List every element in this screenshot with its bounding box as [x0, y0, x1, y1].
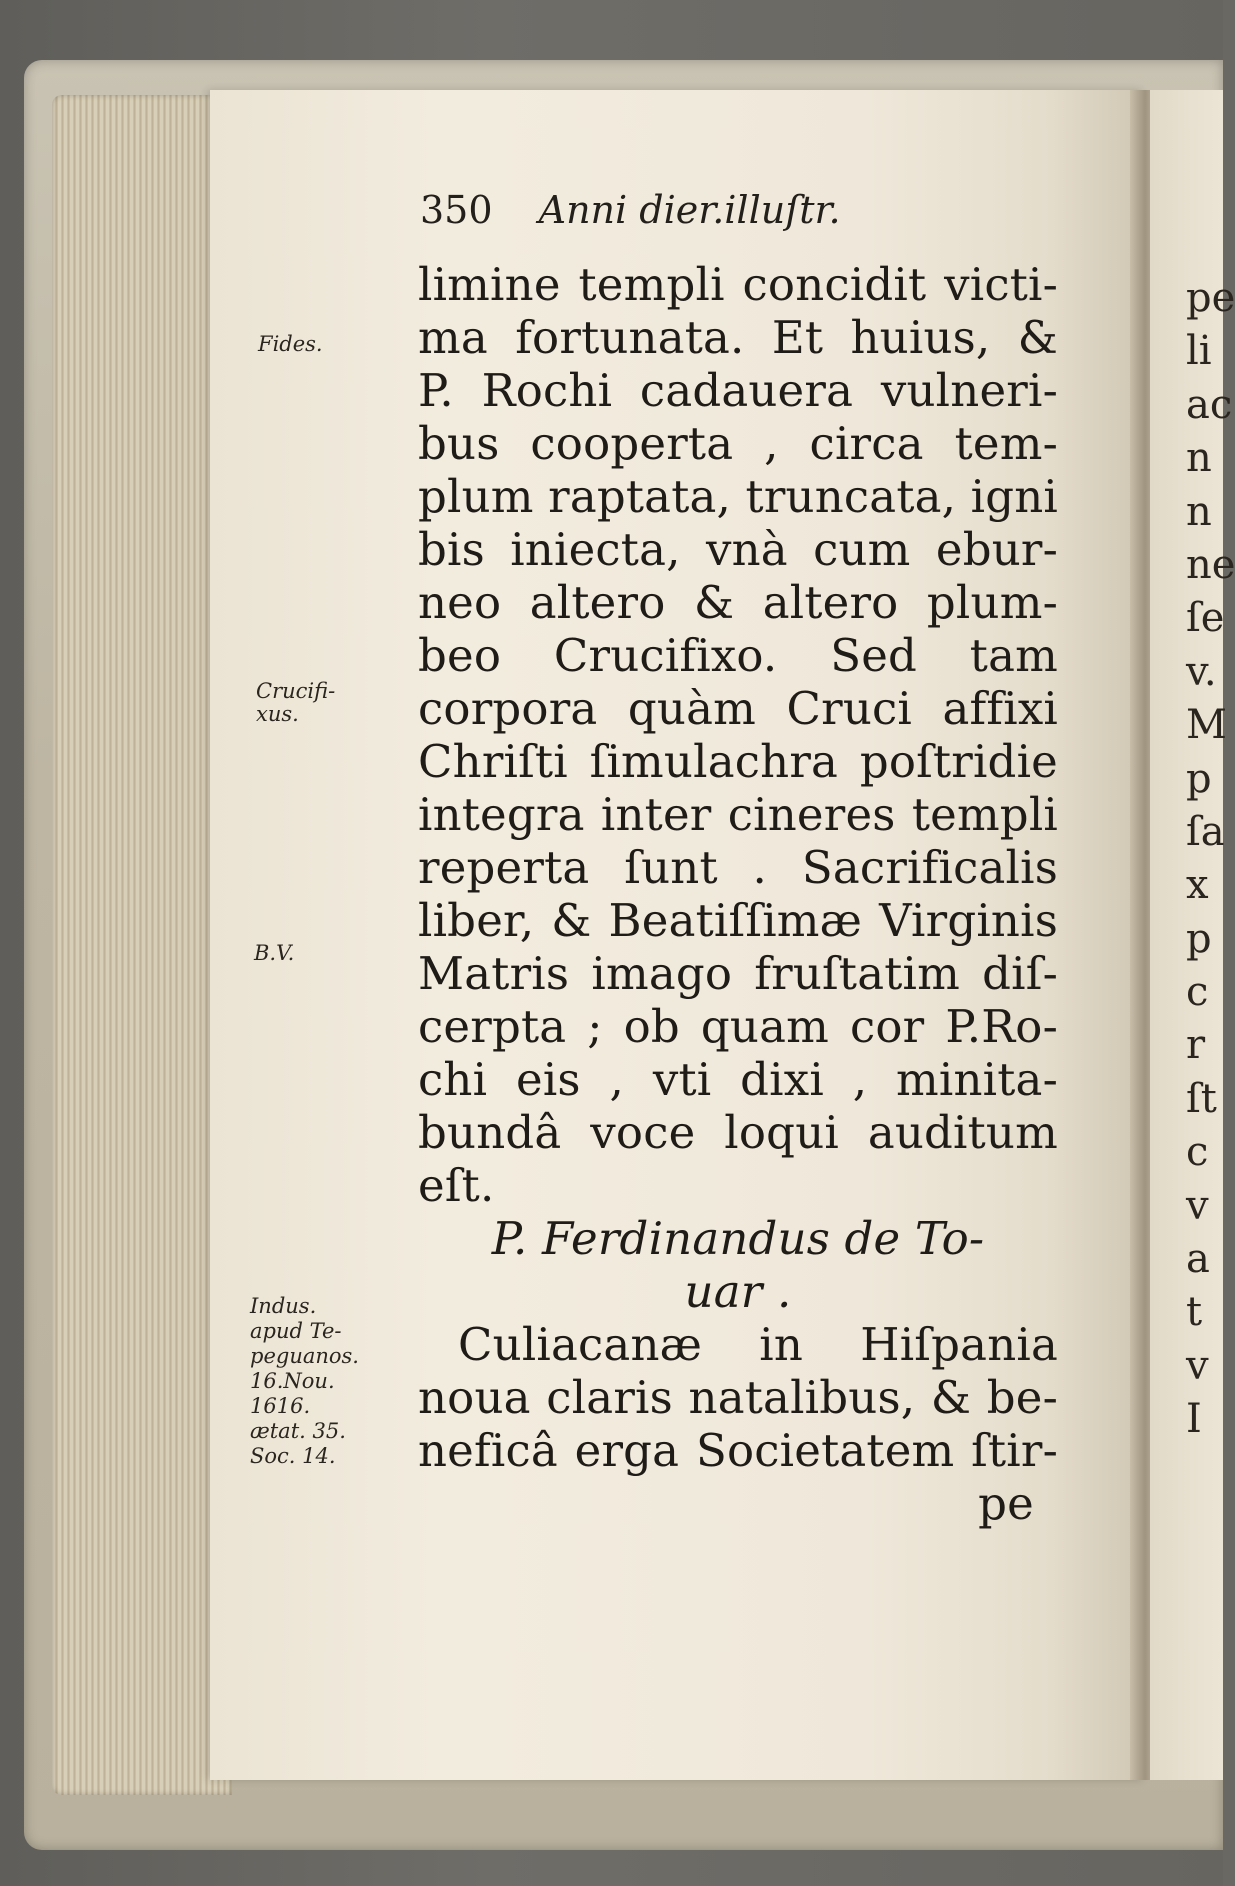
facing-line: a	[1186, 1236, 1210, 1283]
facing-line: v	[1186, 1182, 1209, 1229]
facing-line: v	[1186, 1342, 1209, 1389]
margin-note-line: xus.	[256, 702, 299, 726]
page-number: 350	[420, 188, 493, 232]
facing-line: t	[1186, 1289, 1203, 1336]
facing-line: p	[1186, 915, 1212, 962]
running-head	[420, 188, 841, 238]
facing-page-text	[1186, 272, 1235, 1447]
text-line: cerpta ; ob quam cor P.Ro-	[418, 1000, 1058, 1053]
margin-note-line: apud Te-	[250, 1319, 342, 1343]
facing-line: ſt	[1186, 1075, 1217, 1122]
facing-line: li	[1186, 328, 1212, 375]
page-edges	[52, 95, 232, 1795]
text-line: corpora quàm Cruci affixi	[418, 682, 1058, 735]
margin-note-crucifixus	[256, 680, 335, 726]
text-line: neficâ erga Societatem ſtir-	[418, 1424, 1058, 1477]
facing-line: x	[1186, 862, 1209, 909]
facing-line: r	[1186, 1022, 1206, 1069]
body-text	[418, 258, 1058, 1530]
margin-note-line: Soc. 14.	[250, 1444, 336, 1468]
facing-line: pe	[1186, 275, 1235, 321]
facing-line: ſa	[1186, 808, 1225, 855]
facing-line: ac	[1186, 381, 1233, 428]
facing-line: M	[1186, 702, 1227, 749]
facing-line: p	[1186, 755, 1212, 802]
facing-line: c	[1186, 1129, 1209, 1176]
text-line: plum raptata, truncata, igni	[418, 470, 1059, 523]
text-line: P. Rochi cadauera vulneri-	[418, 364, 1058, 417]
margin-note-bv: B.V.	[254, 941, 295, 965]
facing-line: n	[1186, 488, 1212, 535]
text-line: Culiacanæ in Hiſpania	[458, 1318, 1058, 1371]
facing-line: ſe	[1186, 595, 1225, 642]
facing-line: c	[1186, 969, 1209, 1016]
text-line: reperta ſunt . Sacrificalis	[418, 841, 1058, 894]
margin-note-fides: Fides.	[258, 332, 323, 356]
text-line: bus cooperta , circa tem-	[418, 417, 1058, 470]
text-line: noua claris natalibus, & be-	[418, 1371, 1058, 1424]
catchword: pe	[978, 1477, 1034, 1530]
text-line: bundâ voce loqui auditum	[418, 1106, 1058, 1159]
facing-line: I	[1186, 1396, 1202, 1443]
text-line: beo Crucifixo. Sed tam	[418, 629, 1058, 682]
margin-note-line: peguanos.	[250, 1344, 359, 1368]
text-line: liber, & Beatiſſimæ Virginis	[418, 894, 1058, 947]
facing-line: n	[1186, 435, 1212, 482]
margin-note-line: Indus.	[250, 1294, 317, 1318]
margin-note-line: 1616.	[250, 1394, 311, 1418]
text-line: ma fortunata. Et huius, &	[418, 311, 1058, 364]
section-heading: P. Ferdinandus de To-	[491, 1212, 985, 1265]
text-line: chi eis , vti dixi , minita-	[418, 1053, 1058, 1106]
margin-note-indus	[250, 1294, 359, 1469]
margin-note-line: ætat. 35.	[250, 1419, 346, 1443]
facing-line: v.	[1186, 648, 1217, 695]
margin-note-line: 16.Nou.	[250, 1369, 335, 1393]
facing-line: ne	[1186, 541, 1235, 588]
text-line: neo altero & altero plum-	[418, 576, 1058, 629]
running-title: Anni dier.illuſtr.	[538, 188, 841, 232]
text-line: limine templi concidit victi-	[418, 258, 1058, 311]
margin-note-line: Crucifi-	[256, 679, 336, 703]
text-line: eſt.	[418, 1159, 495, 1212]
text-line: bis iniecta, vnà cum ebur-	[418, 523, 1058, 576]
text-line: integra inter cineres templi	[418, 788, 1058, 841]
section-heading: uar .	[684, 1265, 792, 1318]
text-line: Matris imago fruſtatim diſ-	[418, 947, 1058, 1000]
text-line: Chriſti ſimulachra poſtridie	[418, 735, 1058, 788]
